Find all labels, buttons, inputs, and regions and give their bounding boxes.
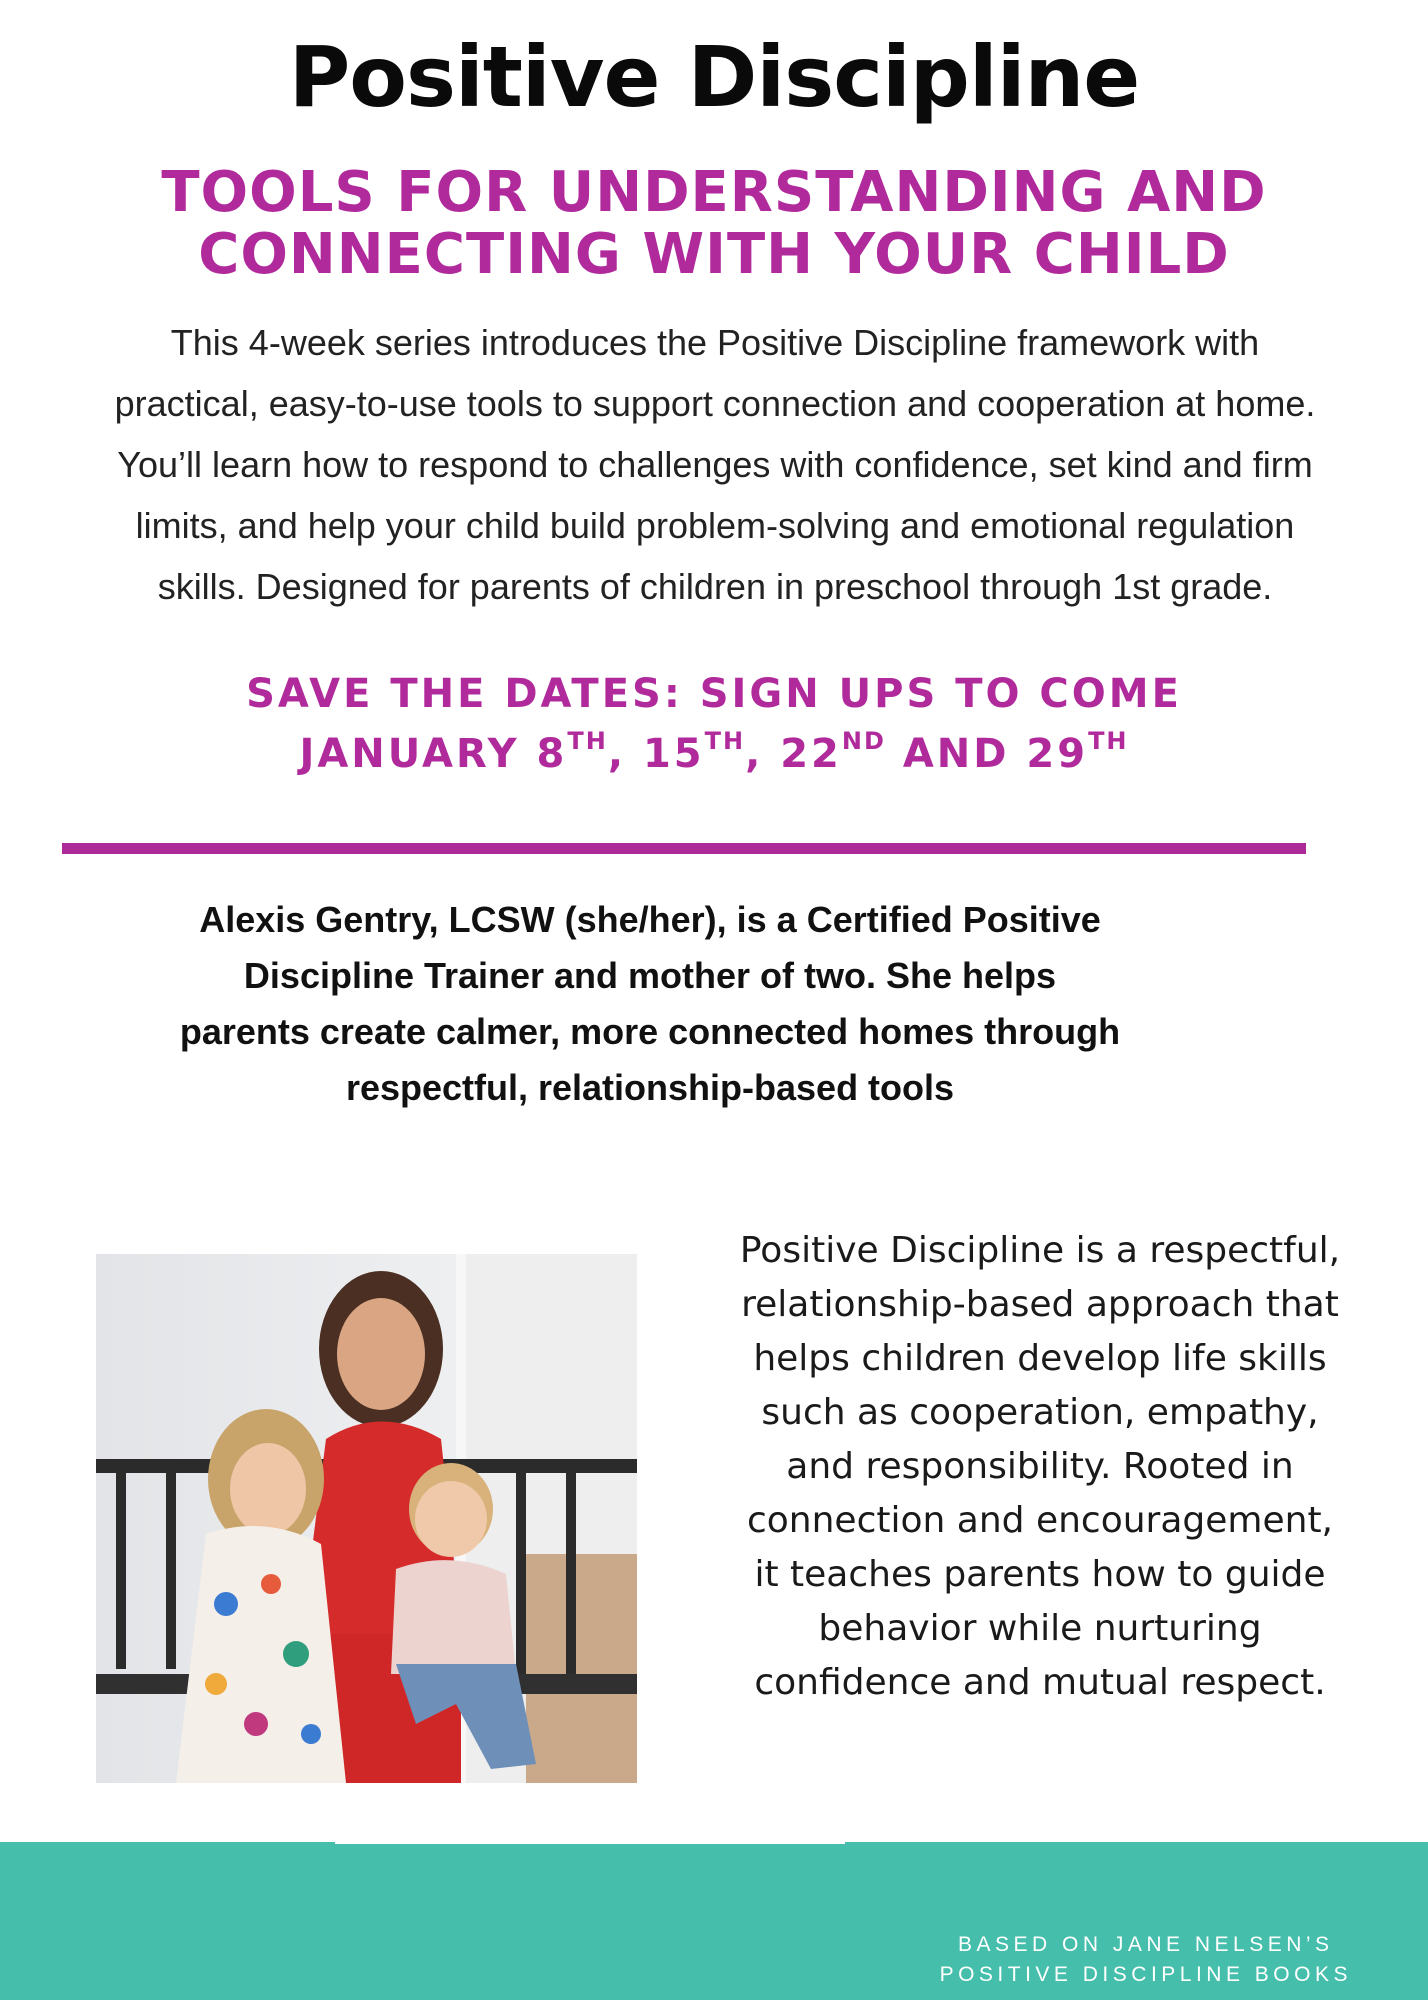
- bio-line: parents create calmer, more connected homes through: [179, 1011, 1121, 1052]
- footer-divider: [335, 1841, 845, 1844]
- description-line: confidence and mutual respect.: [754, 1662, 1326, 1703]
- bio-line: Discipline Trainer and mother of two. She helps: [243, 955, 1057, 996]
- intro-paragraph: This 4-week series introduces the Positive Discipline framework with practical, easy-to-use tools to support connection and cooperation at home. You’ll learn how to respond to challenges with confidence, set kind and firm limits, and help your child build problem-solving and emotional regulation skills. Designed for parents of children in preschool through 1st grade.: [114, 322, 1316, 607]
- month-label: JANUARY: [299, 731, 537, 777]
- page-title: Positive Discipline: [288, 28, 1140, 126]
- footer-credit-line: BASED ON JANE NELSEN’S: [957, 1933, 1334, 1956]
- description-line: behavior while nurturing: [818, 1608, 1262, 1649]
- footer-credit: [940, 1930, 1352, 1990]
- subtitle: [0, 162, 1428, 286]
- description-paragraph: [690, 1224, 1390, 1710]
- description-line: and responsibility. Rooted in: [786, 1446, 1294, 1487]
- subtitle-line: TOOLS FOR UNDERSTANDING AND: [161, 160, 1267, 225]
- event-date: 29TH: [1026, 727, 1129, 777]
- bio-line: respectful, relationship-based tools: [345, 1067, 955, 1108]
- description-line: Positive Discipline is a respectful,: [739, 1230, 1341, 1271]
- divider: [62, 843, 1306, 854]
- family-photo-illustration: [96, 1254, 637, 1783]
- dates-line: JANUARY 8TH, 15TH, 22ND AND 29TH: [299, 727, 1129, 777]
- save-the-dates-heading: SAVE THE DATES: SIGN UPS TO COME: [246, 671, 1182, 717]
- description-line: relationship-based approach that: [741, 1284, 1339, 1325]
- description-line: it teaches parents how to guide: [754, 1554, 1326, 1595]
- description-line: helps children develop life skills: [753, 1338, 1327, 1379]
- event-date: 15TH: [642, 727, 746, 777]
- footer-credit-line: POSITIVE DISCIPLINE BOOKS: [939, 1963, 1352, 1986]
- trainer-bio: [95, 892, 1205, 1116]
- description-line: such as cooperation, empathy,: [761, 1392, 1319, 1433]
- family-photo: [96, 1254, 637, 1783]
- event-date: 22ND: [780, 727, 886, 777]
- subtitle-line: CONNECTING WITH YOUR CHILD: [198, 222, 1230, 287]
- event-date: 8TH: [536, 727, 608, 777]
- description-line: connection and encouragement,: [746, 1500, 1334, 1541]
- save-the-dates: [0, 664, 1428, 784]
- bio-line: Alexis Gentry, LCSW (she/her), is a Certified Positive: [199, 899, 1101, 940]
